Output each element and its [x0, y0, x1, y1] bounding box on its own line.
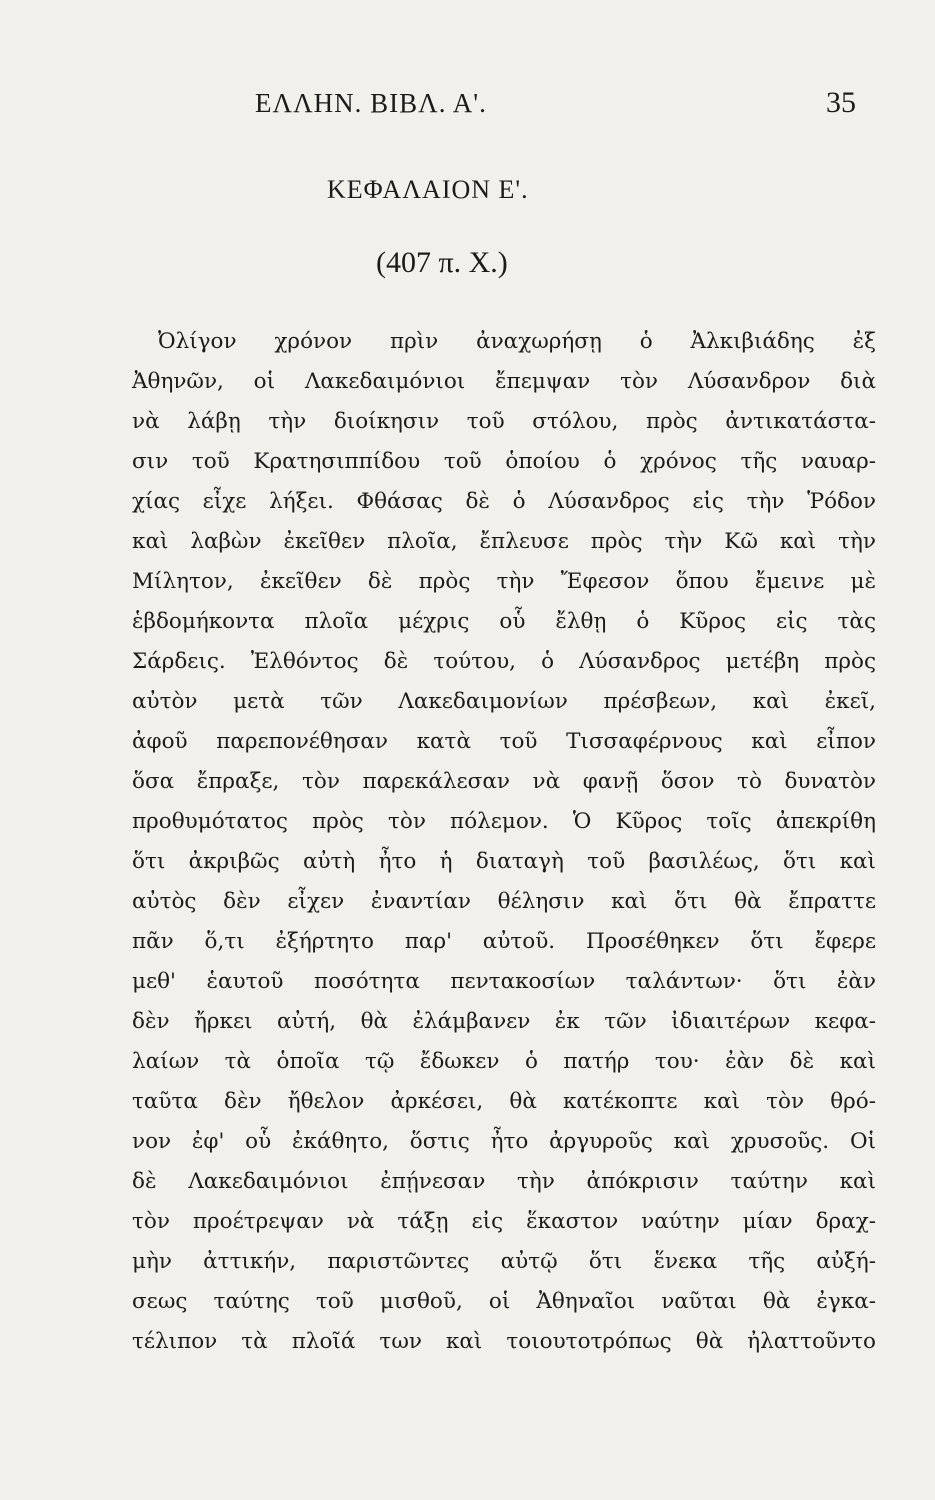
text-line: ταῦτα δὲν ἤθελον ἀρκέσει, θὰ κατέκοπτε καὶ τὸν θρό- — [132, 1089, 876, 1114]
text-line: τέλιπον τὰ πλοῖά των καὶ τοιουτοτρόπως θὰ ἠλαττοῦντο — [132, 1329, 876, 1354]
text-line: ὅσα ἔπραξε, τὸν παρεκάλεσαν νὰ φανῇ ὅσον τὸ δυνατὸν — [132, 769, 876, 794]
text-line: αὐτὸν μετὰ τῶν Λακεδαιμονίων πρέσβεων, καὶ ἐκεῖ, — [132, 689, 876, 714]
text-line: δὲν ἤρκει αὐτή, θὰ ἐλάμβανεν ἐκ τῶν ἰδιαιτέρων κεφα- — [132, 1009, 876, 1034]
text-line: σεως ταύτης τοῦ μισθοῦ, οἱ Ἀθηναῖοι ναῦται θὰ ἐγκα- — [132, 1289, 876, 1314]
text-line: Μίλητον, ἐκεῖθεν δὲ πρὸς τὴν Ἔφεσον ὅπου ἔμεινε μὲ — [132, 569, 876, 594]
text-line: χίας εἶχε λήξει. Φθάσας δὲ ὁ Λύσανδρος εἰς τὴν Ῥόδον — [132, 489, 876, 514]
text-line: ἑβδομήκοντα πλοῖα μέχρις οὗ ἔλθῃ ὁ Κῦρος εἰς τὰς — [132, 609, 876, 634]
body-text — [132, 322, 876, 1362]
text-line: Σάρδεις. Ἐλθόντος δὲ τούτου, ὁ Λύσανδρος μετέβη πρὸς — [132, 649, 876, 674]
text-line: ὅτι ἀκριβῶς αὐτὴ ἦτο ἡ διαταγὴ τοῦ βασιλέως, ὅτι καὶ — [132, 849, 876, 874]
chapter-date: (407 π. Χ.) — [376, 246, 508, 279]
text-line: Ἀθηνῶν, οἱ Λακεδαιμόνιοι ἔπεμψαν τὸν Λύσανδρον διὰ — [132, 369, 876, 394]
text-line: καὶ λαβὼν ἐκεῖθεν πλοῖα, ἔπλευσε πρὸς τὴν Κῶ καὶ τὴν — [132, 529, 876, 554]
text-line: δὲ Λακεδαιμόνιοι ἐπῄνεσαν τὴν ἀπόκρισιν ταύτην καὶ — [132, 1169, 876, 1194]
text-line: πᾶν ὅ,τι ἐξήρτητο παρ' αὐτοῦ. Προσέθηκεν ὅτι ἔφερε — [132, 929, 876, 954]
running-head: ΕΛΛΗΝ. ΒΙΒΛ. Α'. — [255, 88, 487, 118]
text-line: προθυμότατος πρὸς τὸν πόλεμον. Ὁ Κῦρος τοῖς ἀπεκρίθη — [132, 809, 876, 834]
text-line: σιν τοῦ Κρατησιππίδου τοῦ ὁποίου ὁ χρόνος τῆς ναυαρ- — [132, 449, 876, 474]
text-line: Ὀλίγον χρόνον πρὶν ἀναχωρήσῃ ὁ Ἀλκιβιάδης ἐξ — [158, 329, 876, 354]
text-line: αὐτὸς δὲν εἶχεν ἐναντίαν θέλησιν καὶ ὅτι θὰ ἔπραττε — [132, 889, 876, 914]
text-line: νὰ λάβῃ τὴν διοίκησιν τοῦ στόλου, πρὸς ἀντικατάστα- — [132, 409, 876, 434]
text-line: λαίων τὰ ὁποῖα τῷ ἔδωκεν ὁ πατήρ του· ἐὰν δὲ καὶ — [132, 1049, 876, 1074]
chapter-heading: ΚΕΦΑΛΑΙΟΝ Ε'. — [327, 175, 529, 204]
text-line: νον ἐφ' οὗ ἐκάθητο, ὅστις ἦτο ἀργυροῦς καὶ χρυσοῦς. Οἱ — [132, 1129, 876, 1154]
text-line: τὸν προέτρεψαν νὰ τάξῃ εἰς ἕκαστον ναύτην μίαν δραχ- — [132, 1209, 876, 1234]
page-number: 35 — [826, 86, 856, 119]
text-line: μεθ' ἑαυτοῦ ποσότητα πεντακοσίων ταλάντων· ὅτι ἐὰν — [132, 969, 876, 994]
text-line: ἀφοῦ παρεπονέθησαν κατὰ τοῦ Τισσαφέρνους καὶ εἶπον — [132, 729, 876, 754]
text-line: μὴν ἀττικήν, παριστῶντες αὐτῷ ὅτι ἕνεκα τῆς αὐξή- — [132, 1249, 876, 1274]
